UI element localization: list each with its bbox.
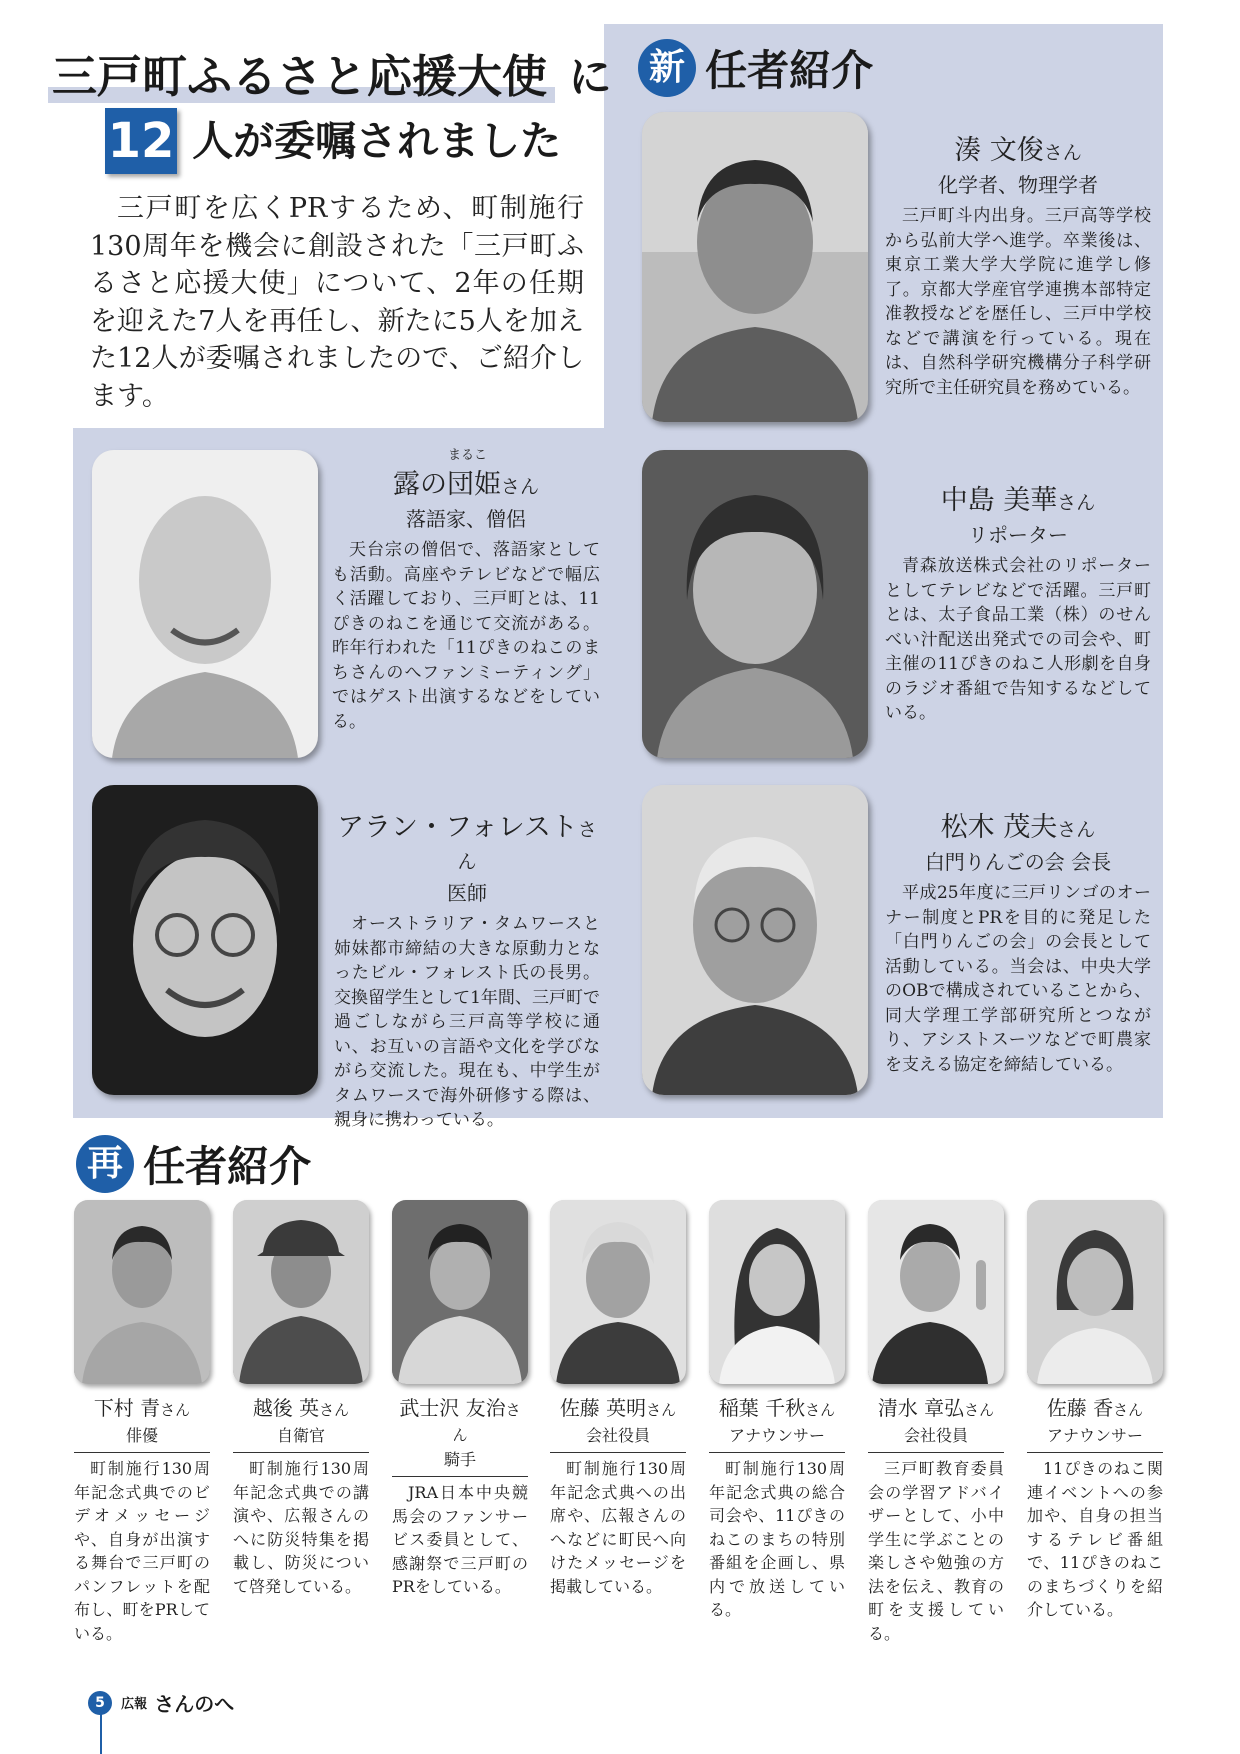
member-name-1: 湊 文俊さん — [954, 135, 1082, 166]
re-member-4 — [550, 1200, 686, 1598]
re-member-7 — [1027, 1200, 1163, 1622]
portrait-woman-bob-icon — [1027, 1200, 1163, 1384]
re-member-6 — [868, 1200, 1004, 1645]
intro-paragraph: 三戸町を広くPRするため、町制施行130周年を機会に創設された「三戸町ふるさと応援大使」について、2年の任期を迎えた7人を再任し、新たに5人を加えた12人が委嘱されましたので、ご紹介します。 — [90, 193, 584, 412]
new-member-card-1 — [885, 128, 1151, 400]
footer-rule — [100, 1712, 102, 1754]
new-member-photo-3 — [642, 450, 868, 758]
member-name-4: アラン・フォレストさん — [337, 812, 597, 873]
re-member-role-6: 会社役員 — [903, 1426, 968, 1445]
new-badge: 新 — [638, 39, 696, 97]
portrait-jockey-icon — [392, 1200, 528, 1384]
member-name-3: 中島 美華さん — [940, 485, 1096, 516]
re-member-photo-5 — [709, 1200, 845, 1384]
member-role-1: 化学者、物理学者 — [938, 173, 1098, 197]
headline-number: 12 — [107, 113, 175, 169]
new-section-title-text: 任者紹介 — [705, 46, 874, 95]
member-role-4: 医師 — [447, 881, 487, 905]
re-member-name-6: 清水 章弘さん — [877, 1396, 995, 1420]
re-member-1 — [74, 1200, 210, 1645]
re-member-desc-7: 11ぴきのねこ関連イベントへの参加や、自身の担当するテレビ番組で、11ぴきのねこのまちづくりを紹介している。 — [1027, 1452, 1163, 1622]
portrait-older-man-glasses-icon — [642, 785, 868, 1095]
re-member-role-7: アナウンサー — [1046, 1426, 1143, 1445]
member-role-5: 白門りんごの会 会長 — [924, 850, 1112, 874]
re-member-photo-4 — [550, 1200, 686, 1384]
footer — [88, 1688, 234, 1718]
new-member-photo-5 — [642, 785, 868, 1095]
footer-title: さんのへ — [154, 1692, 235, 1716]
member-desc-4: オーストラリア・タムワースと姉妹都市締結の大きな原動力となったビル・フォレスト氏の長男。交換留学生として1年間、三戸町で過ごしながら三戸高等学校に通い、お互いの言語や文化を学びながら交流した。現在も、中学生がタムワースで海外研修する際は、親身に携わっている。 — [334, 914, 600, 1130]
portrait-woman-long-hair-icon — [709, 1200, 845, 1384]
member-name-2: まるこ 露の団姫さん — [332, 462, 600, 501]
re-member-desc-5: 町制施行130周年記念式典の総合司会や、11ぴきのねこのまちの特別番組を企画し、県内で放送している。 — [709, 1452, 845, 1622]
member-desc-1: 三戸町斗内出身。三戸高等学校から弘前大学へ進学。卒業後は、東京工業大学大学院に進学し修了。京都大学産官学連携本部特定准教授などを歴任し、三戸中学校などで講演を行っている。現在は、自然科学研究機構分子科学研究所で主任研究員を務めている。 — [885, 206, 1151, 398]
re-member-photo-1 — [74, 1200, 210, 1384]
page-number: 5 — [88, 1691, 112, 1715]
new-member-photo-1 — [642, 112, 868, 422]
new-member-photo-4 — [92, 785, 318, 1095]
portrait-older-man-suit-icon — [550, 1200, 686, 1384]
headline-main: 三戸町ふるさと応援大使 — [52, 50, 548, 103]
re-member-3 — [392, 1200, 528, 1599]
headline-line2-text: 人が委嘱されました — [192, 117, 562, 165]
new-member-card-3 — [885, 478, 1151, 726]
headline-line2 — [105, 108, 561, 174]
re-member-2 — [233, 1200, 369, 1598]
re-badge: 再 — [76, 1135, 134, 1193]
portrait-man-pointing-icon — [868, 1200, 1004, 1384]
re-member-desc-6: 三戸町教育委員会の学習アドバイザーとして、小中学生に学ぶことの楽しさや勉強の方法を伝え、教育の町を支援している。 — [868, 1452, 1004, 1645]
new-section-title — [638, 38, 873, 98]
new-member-card-5 — [885, 805, 1151, 1077]
re-member-photo-2 — [233, 1200, 369, 1384]
member-ruby-2: まるこ — [448, 448, 488, 463]
re-member-role-1: 俳優 — [125, 1426, 158, 1445]
member-role-2: 落語家、僧侶 — [406, 507, 526, 531]
portrait-man-suit-icon — [74, 1200, 210, 1384]
member-desc-3: 青森放送株式会社のリポーターとしてテレビなどで活躍。三戸町とは、太子食品工業（株）のせんべい汁配送出発式での司会や、町主催の11ぴきのねこ人形劇を自身のラジオ番組で告知するなどしている。 — [885, 556, 1151, 723]
headline-highlight — [52, 40, 547, 105]
re-member-5 — [709, 1200, 845, 1622]
portrait-man-short-hair-icon — [642, 112, 868, 422]
member-desc-2: 天台宗の僧侶で、落語家としても活動。高座やテレビなどで幅広く活躍しており、三戸町とは、11ぴきのねこを通じて交流がある。昨年行われた「11ぴきのねこのまちさんのへファンミーティング」ではゲスト出演するなどをしている。 — [332, 540, 600, 732]
footer-label: 広報 — [121, 1697, 148, 1712]
re-member-photo-6 — [868, 1200, 1004, 1384]
member-desc-5: 平成25年度に三戸リンゴのオーナー制度とPRを目的に発足した「白門りんごの会」の会長として活動している。当会は、中央大学のOBで構成されていることから、同大学理工学部研究所とつながり、アシストスーツなどで町農家を支える協定を締結している。 — [885, 883, 1151, 1075]
headline-number-box — [105, 108, 177, 174]
re-section-title-text: 任者紹介 — [143, 1142, 312, 1191]
re-member-desc-1: 町制施行130周年記念式典でのビデオメッセージや、自身が出演する舞台で三戸町のパンフレットを配布し、町をPRしている。 — [74, 1452, 210, 1645]
re-member-photo-3 — [392, 1200, 528, 1384]
re-member-role-4: 会社役員 — [585, 1426, 650, 1445]
portrait-woman-shaved-head-icon — [92, 450, 318, 758]
re-member-name-1: 下村 青さん — [93, 1396, 191, 1420]
portrait-woman-short-hair-icon — [642, 450, 868, 758]
headline-line1 — [52, 40, 612, 103]
re-member-name-5: 稲葉 千秋さん — [718, 1396, 836, 1420]
member-role-3: リポーター — [968, 523, 1068, 547]
re-member-name-7: 佐藤 香さん — [1046, 1396, 1144, 1420]
re-member-name-3: 武士沢 友治さん — [399, 1396, 521, 1444]
re-member-name-2: 越後 英さん — [252, 1396, 350, 1420]
portrait-man-cap-uniform-icon — [233, 1200, 369, 1384]
headline-particle: に — [568, 53, 612, 103]
re-member-role-2: 自衛官 — [276, 1426, 325, 1445]
re-member-role-5: アナウンサー — [728, 1426, 825, 1445]
re-member-photo-7 — [1027, 1200, 1163, 1384]
re-member-desc-4: 町制施行130周年記念式典への出席や、広報さんのへなどに町民へ向けたメッセージを掲載している。 — [550, 1452, 686, 1598]
re-member-desc-2: 町制施行130周年記念式典での講演や、広報さんのへに防災特集を掲載し、防災について啓発している。 — [233, 1452, 369, 1598]
portrait-man-glasses-curly-icon — [92, 785, 318, 1095]
re-member-desc-3: JRA日本中央競馬会のファンサービス委員として、感謝祭で三戸町のPRをしている。 — [392, 1476, 528, 1599]
new-member-card-2 — [332, 448, 600, 734]
re-section-title — [76, 1134, 311, 1194]
re-member-name-4: 佐藤 英明さん — [559, 1396, 677, 1420]
member-name-5: 松木 茂夫さん — [940, 812, 1096, 843]
re-member-role-3: 騎手 — [443, 1450, 476, 1469]
new-member-photo-2 — [92, 450, 318, 758]
new-member-card-4 — [334, 805, 600, 1133]
